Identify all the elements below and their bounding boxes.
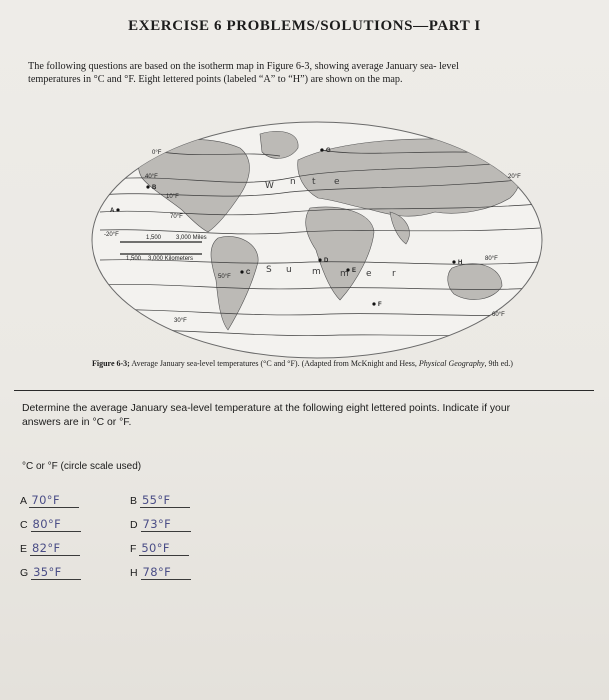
answer-b — [130, 493, 190, 508]
question-line-2: answers are in °C or °F. — [22, 417, 132, 428]
handwriting-m1: m — [312, 267, 321, 277]
answer-letter: B — [130, 495, 138, 507]
caption-label: Figure 6-3; — [92, 359, 130, 368]
caption-edition: , 9th ed.) — [484, 359, 513, 368]
intro-line-2: temperatures in °C and °F. Eight lettered points (labeled “A” to “H”) are shown on the map. — [28, 74, 403, 85]
handwriting-u: u — [286, 265, 292, 275]
isotherm-label: 0°F — [152, 150, 162, 156]
answer-value-field[interactable]: 78°F — [141, 565, 191, 580]
answer-f — [130, 541, 189, 556]
handwriting-t: t — [312, 177, 316, 187]
answer-c — [20, 517, 81, 532]
scale-prompt: °C or °F (circle scale used) — [22, 461, 142, 472]
intro-text — [28, 60, 558, 86]
point-h-label: H — [458, 260, 463, 266]
isotherm-label: 20°F — [508, 174, 521, 180]
isotherm-map — [90, 120, 545, 360]
answer-letter: H — [130, 567, 138, 579]
isotherm-label: 10°F — [166, 194, 179, 200]
handwriting-s: S — [266, 265, 272, 275]
page-title: EXERCISE 6 PROBLEMS/SOLUTIONS—PART I — [128, 18, 481, 34]
divider — [14, 390, 594, 391]
answer-value-field[interactable]: 70°F — [29, 493, 79, 508]
scale-miles-1500: 1,500 — [146, 235, 162, 241]
isotherm-label: 60°F — [492, 312, 505, 318]
question-line-1: Determine the average January sea-level temperature at the following eight lettered points. Indicate if your — [22, 403, 511, 414]
isotherm-label: 80°F — [485, 256, 498, 262]
point-a-label: A — [110, 208, 115, 214]
answer-letter: C — [20, 519, 28, 531]
caption-text: Average January sea-level temperatures (°C and °F). (Adapted from McKnight and Hess, — [129, 359, 419, 368]
answer-value-field[interactable]: 73°F — [141, 517, 191, 532]
question-text — [22, 402, 582, 430]
answer-letter: G — [20, 567, 29, 579]
isotherm-label: 70°F — [170, 214, 183, 220]
point-d-label: D — [324, 258, 329, 264]
answer-h — [130, 565, 191, 580]
scale-km-3000: 3,000 Kilometers — [148, 256, 194, 262]
answer-g — [20, 565, 81, 580]
handwriting-n: n — [290, 177, 296, 187]
figure-caption — [92, 358, 572, 369]
caption-book: Physical Geography — [418, 359, 485, 368]
handwriting-w: W — [265, 181, 274, 191]
answer-value-field[interactable]: 50°F — [139, 541, 189, 556]
isotherm-map-svg — [90, 120, 545, 360]
handwriting-m2: m — [340, 269, 349, 279]
isotherm-label: 40°F — [145, 174, 158, 180]
answer-value-field[interactable]: 55°F — [140, 493, 190, 508]
isotherm-label: 30°F — [174, 318, 187, 324]
handwriting-e: e — [366, 269, 372, 279]
answer-value-field[interactable]: 82°F — [30, 541, 80, 556]
point-e-label: E — [352, 268, 357, 274]
answer-letter: F — [130, 543, 137, 555]
isotherm-label: 50°F — [218, 274, 231, 280]
answer-a — [20, 493, 79, 508]
intro-line-1: The following questions are based on the isotherm map in Figure 6-3, showing average January sea- level — [28, 61, 459, 72]
handwriting-r: r — [392, 269, 396, 279]
point-b-label: B — [152, 185, 157, 191]
handwriting-e2: e — [334, 177, 340, 187]
scale-miles-3000: 3,000 Miles — [176, 235, 207, 241]
point-f-label: F — [378, 302, 382, 308]
answer-value-field[interactable]: 80°F — [31, 517, 81, 532]
answer-e — [20, 541, 80, 556]
isotherm-label: -20°F — [104, 232, 119, 238]
point-c-label: C — [246, 270, 251, 276]
answer-letter: E — [20, 543, 28, 555]
answer-letter: A — [20, 495, 27, 507]
answer-d — [130, 517, 191, 532]
answer-letter: D — [130, 519, 138, 531]
scale-km-1500: 1,500 — [126, 256, 142, 262]
point-g-label: G — [326, 148, 331, 154]
answer-value-field[interactable]: 35°F — [31, 565, 81, 580]
